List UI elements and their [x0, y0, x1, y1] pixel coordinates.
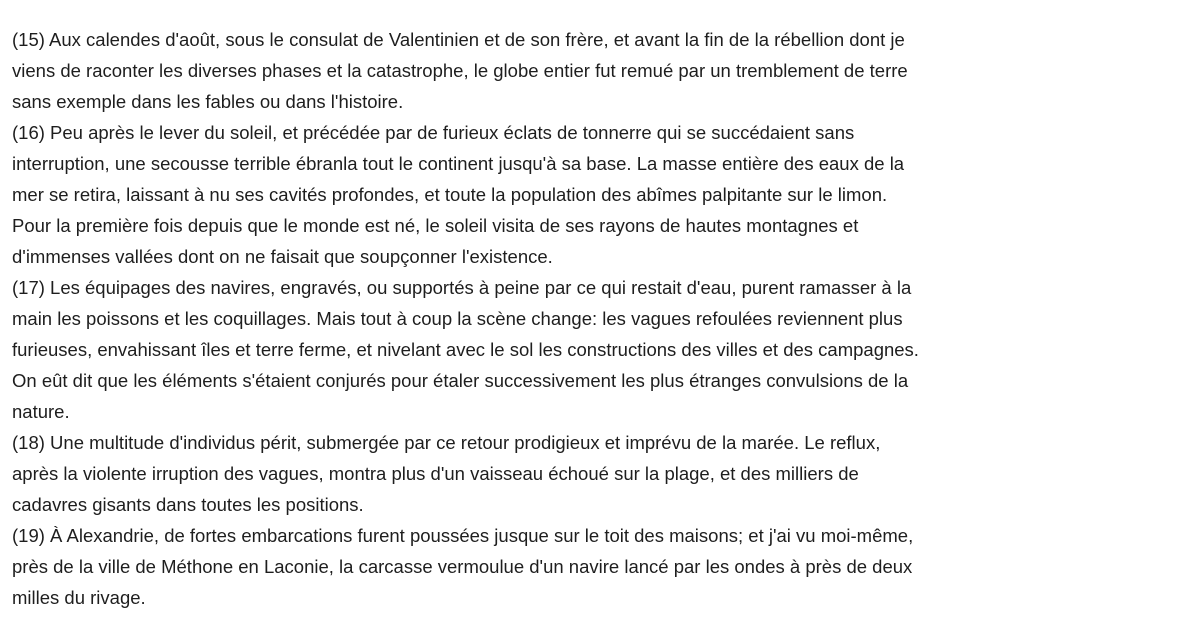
text-line: On eût dit que les éléments s'étaient conjurés pour étaler successivement les plus étranges convulsions de la — [12, 370, 909, 391]
text-line: (16) Peu après le lever du soleil, et précédée par de furieux éclats de tonnerre qui se succédaient sans — [12, 122, 855, 143]
text-line: après la violente irruption des vagues, montra plus d'un vaisseau échoué sur la plage, et des milliers de — [12, 463, 859, 484]
paragraph-16 — [12, 117, 1182, 272]
text-line: nature. — [12, 401, 70, 422]
paragraph-17 — [12, 272, 1182, 427]
paragraph-15 — [12, 24, 1182, 117]
text-line: cadavres gisants dans toutes les positions. — [12, 494, 364, 515]
text-line: milles du rivage. — [12, 587, 146, 608]
document-text — [12, 24, 1182, 613]
text-line: (15) Aux calendes d'août, sous le consulat de Valentinien et de son frère, et avant la fin de la rébellion dont je — [12, 29, 905, 50]
text-line: furieuses, envahissant îles et terre ferme, et nivelant avec le sol les constructions des villes et des campagnes. — [12, 339, 919, 360]
paragraph-19 — [12, 520, 1182, 613]
text-line: (17) Les équipages des navires, engravés, ou supportés à peine par ce qui restait d'eau, purent ramasser à la — [12, 277, 912, 298]
text-line: viens de raconter les diverses phases et la catastrophe, le globe entier fut remué par un tremblement de terre — [12, 60, 908, 81]
text-line: Pour la première fois depuis que le monde est né, le soleil visita de ses rayons de hautes montagnes et — [12, 215, 859, 236]
text-line: sans exemple dans les fables ou dans l'histoire. — [12, 91, 404, 112]
text-line: interruption, une secousse terrible ébranla tout le continent jusqu'à sa base. La masse entière des eaux de la — [12, 153, 905, 174]
text-line: (18) Une multitude d'individus périt, submergée par ce retour prodigieux et imprévu de la marée. Le reflux, — [12, 432, 881, 453]
text-line: (19) À Alexandrie, de fortes embarcations furent poussées jusque sur le toit des maisons; et j'ai vu moi-même, — [12, 525, 914, 546]
text-line: mer se retira, laissant à nu ses cavités profondes, et toute la population des abîmes palpitante sur le limon. — [12, 184, 888, 205]
text-line: d'immenses vallées dont on ne faisait que soupçonner l'existence. — [12, 246, 553, 267]
text-line: près de la ville de Méthone en Laconie, la carcasse vermoulue d'un navire lancé par les ondes à près de deux — [12, 556, 913, 577]
text-line: main les poissons et les coquillages. Mais tout à coup la scène change: les vagues refoulées reviennent plus — [12, 308, 903, 329]
paragraph-18 — [12, 427, 1182, 520]
